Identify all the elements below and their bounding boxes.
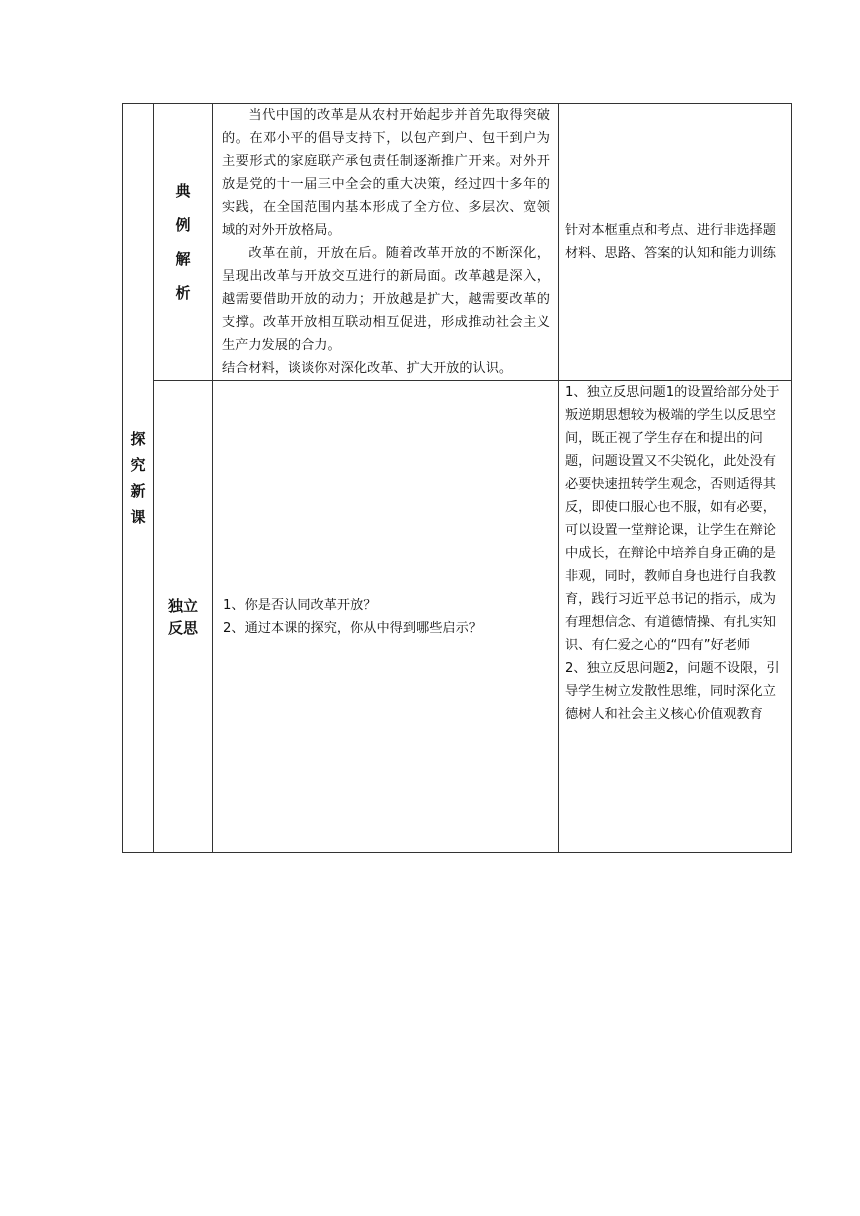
- reflection-question: 2、通过本课的探究，你从中得到哪些启示？: [223, 620, 482, 636]
- material-paragraph: 改革在前，开放在后。随着改革开放的不断深化，呈现出改革与开放交互进行的新局面。改革越是深入，越需要借助开放的动力；开放越是扩大，越需要改革的支撑。改革开放相互联动相互促进，形成推动社会主义生产力发展的合力。: [222, 246, 550, 353]
- reflection-label: [154, 595, 212, 639]
- section-char: 究: [130, 456, 146, 474]
- label-char: 典: [175, 182, 191, 200]
- section-char: 课: [130, 508, 146, 526]
- label-char: 解: [175, 250, 191, 268]
- case-analysis-label: [154, 174, 212, 310]
- reflection-row: [123, 381, 792, 853]
- reflection-label-cell: [154, 381, 213, 853]
- label-line: 独立: [167, 596, 198, 615]
- reflection-questions-cell: [213, 381, 559, 853]
- section-label: [123, 426, 153, 530]
- section-char: 新: [130, 482, 146, 500]
- material-question: 结合材料，谈谈你对深化改革、扩大开放的认识。: [222, 361, 513, 376]
- case-material-cell: [213, 104, 559, 381]
- case-design-note: 针对本框重点和考点、进行非选择题材料、思路、答案的认知和能力训练: [565, 223, 776, 261]
- design-note-item: 2、独立反思问题2，问题不设限，引导学生树立发散性思维，同时深化立德树人和社会主义核心价值观教育: [565, 661, 780, 722]
- label-char: 析: [175, 284, 191, 302]
- case-analysis-row: [123, 104, 792, 381]
- case-analysis-label-cell: [154, 104, 213, 381]
- material-paragraph: 当代中国的改革是从农村开始起步并首先取得突破的。在邓小平的倡导支持下，以包产到户、包干到户为主要形式的家庭联产承包责任制逐渐推广开来。对外开放是党的十一届三中全会的重大决策，经过四十多年的实践，在全国范围内基本形成了全方位、多层次、宽领域的对外开放格局。: [222, 108, 550, 238]
- reflection-design-notes: [559, 381, 791, 726]
- reflection-questions: [213, 594, 558, 640]
- reflection-design-note-cell: [559, 381, 792, 853]
- label-char: 例: [175, 216, 191, 234]
- section-char: 探: [130, 430, 146, 448]
- reflection-question: 1、你是否认同改革开放？: [223, 597, 377, 613]
- section-label-cell: [123, 104, 154, 853]
- design-note-item: 1、独立反思问题1的设置给部分处于叛逆期思想较为极端的学生以反思空间，既正视了学生存在和提出的问题，问题设置又不尖锐化，此处没有必要快速扭转学生观念，否则适得其反，即使口服心也不服，如有必要，可以设置一堂辩论课，让学生在辩论中成长，在辩论中培养自身正确的是非观，同时，教师自身也进行自我教育，践行习近平总书记的指示，成为有理想信念、有道德情操、有扎实知识、有仁爱之心的“四有”好老师: [565, 385, 780, 653]
- lesson-plan-table: [122, 103, 792, 853]
- case-design-note-cell: [559, 104, 792, 381]
- case-material: [213, 104, 558, 380]
- label-line: 反思: [167, 618, 198, 637]
